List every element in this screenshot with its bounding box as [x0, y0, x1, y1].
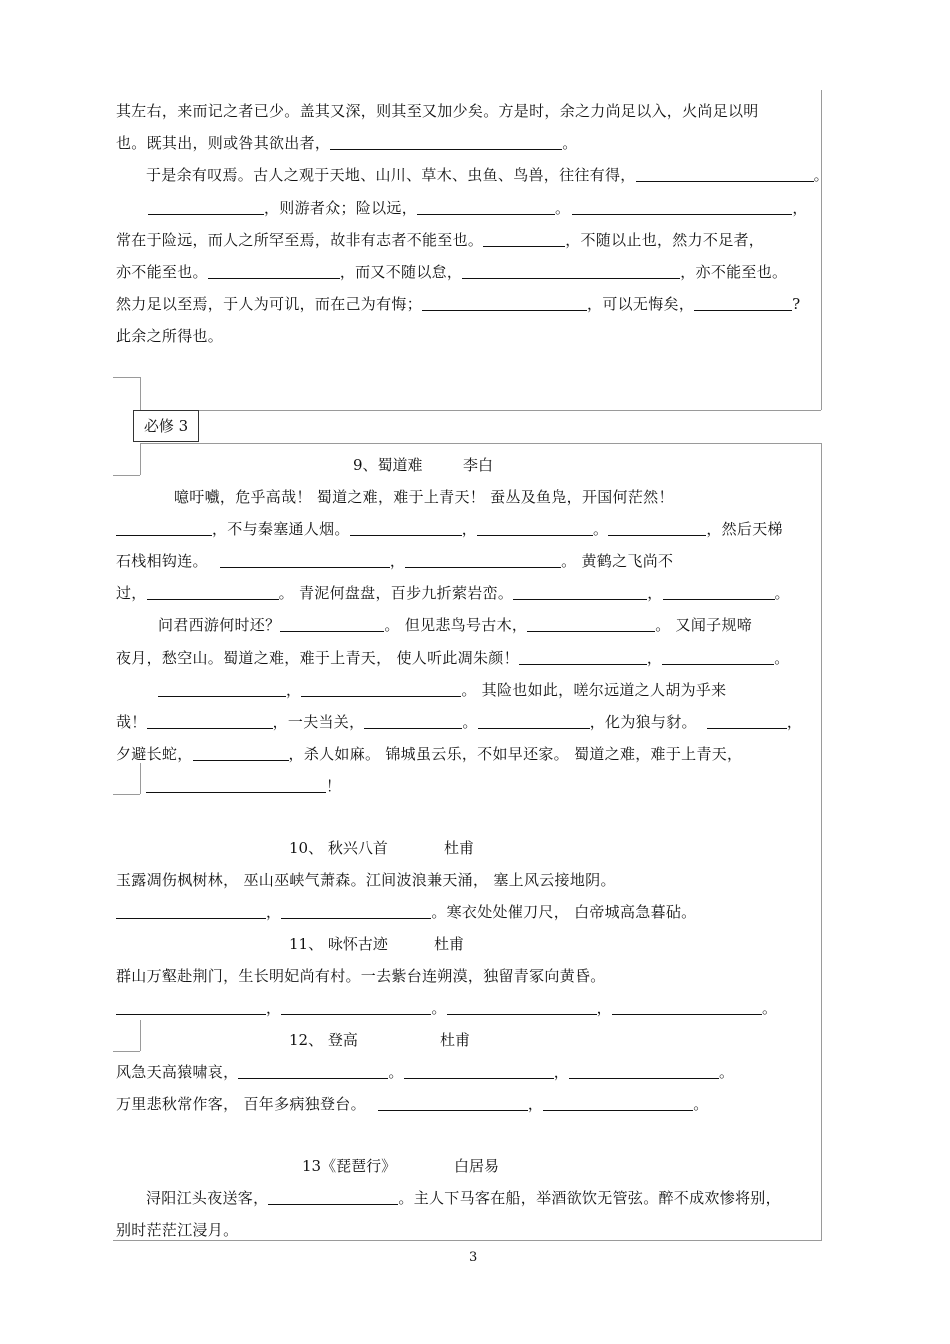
fill-blank[interactable]	[146, 777, 326, 793]
text-line: 哉！ ，一夫当关， 。 ，化为狼与豺。 ，	[116, 713, 803, 731]
poem-title: 10、 秋兴八首	[289, 839, 388, 857]
text-line: ，不与秦塞通人烟。 ， 。 ，然后天梯	[116, 519, 783, 539]
fill-blank[interactable]	[608, 520, 706, 536]
poem-title: 11、 咏怀古迹	[289, 935, 388, 953]
page-number: 3	[469, 1250, 478, 1265]
fill-blank[interactable]	[417, 199, 555, 215]
fill-blank[interactable]	[636, 166, 814, 182]
fill-blank[interactable]	[280, 616, 384, 632]
fill-blank[interactable]	[208, 263, 340, 279]
text-line: 浔阳江头夜送客， 。主人下马客在船，举酒欲饮无管弦。醉不成欢惨将别，	[146, 1189, 781, 1207]
divider	[140, 1020, 141, 1051]
fill-blank[interactable]	[330, 134, 562, 150]
fill-blank[interactable]	[147, 713, 273, 729]
fill-blank[interactable]	[281, 999, 431, 1015]
poem-title: 9、蜀道难	[353, 456, 423, 474]
fill-blank[interactable]	[147, 584, 279, 600]
fill-blank[interactable]	[281, 903, 431, 919]
fill-blank[interactable]	[404, 1063, 554, 1079]
text-line: 其左右，来而记之者已少。盖其又深，则其至又加少矣。方是时，余之力尚足以入，火尚足以明	[116, 102, 759, 120]
text-line: 石栈相钩连。 ， 。 黄鹤之飞尚不	[116, 552, 674, 570]
text-line: ，则游者众；险以远， 。 ，	[148, 198, 808, 218]
fill-blank[interactable]	[268, 1189, 398, 1205]
fill-blank[interactable]	[301, 681, 461, 697]
fill-blank[interactable]	[116, 903, 266, 919]
divider	[113, 794, 140, 795]
fill-blank[interactable]	[543, 1095, 693, 1111]
fill-blank[interactable]	[238, 1063, 388, 1079]
fill-blank[interactable]	[662, 649, 774, 665]
divider	[113, 377, 140, 378]
divider	[140, 763, 141, 794]
fill-blank[interactable]	[477, 520, 593, 536]
poem-title: 13《琵琶行》	[302, 1157, 397, 1175]
text-line: 玉露凋伤枫树林， 巫山巫峡气萧森。江间波浪兼天涌， 塞上风云接地阴。	[116, 871, 616, 889]
text-line: 亦不能至也。 ，而又不随以怠， ，亦不能至也。	[116, 263, 788, 281]
fill-blank[interactable]	[569, 1063, 719, 1079]
text-line: 风急天高猿啸哀， 。 ， 。	[116, 1063, 735, 1081]
divider	[140, 443, 821, 444]
fill-blank[interactable]	[527, 616, 655, 632]
poem-author: 杜甫	[444, 839, 475, 857]
fill-blank[interactable]	[519, 649, 647, 665]
text-line: 过， 。 青泥何盘盘，百步九折萦岩峦。 ， 。	[116, 584, 790, 602]
text-line: 常在于险远，而人之所罕至焉，故非有志者不能至也。 ，不随以止也，然力不足者，	[116, 231, 765, 249]
poem-author: 杜甫	[434, 935, 465, 953]
fill-blank[interactable]	[116, 999, 266, 1015]
divider	[140, 410, 821, 411]
text-line: 夕避长蛇， ，杀人如麻。 锦城虽云乐，不如早还家。 蜀道之难，难于上青天，	[116, 745, 743, 763]
poem-author: 白居易	[454, 1157, 500, 1175]
fill-blank[interactable]	[364, 713, 462, 729]
fill-blank[interactable]	[483, 231, 565, 247]
fill-blank[interactable]	[158, 681, 286, 697]
fill-blank[interactable]	[148, 199, 264, 215]
fill-blank[interactable]	[694, 295, 792, 311]
fill-blank[interactable]	[447, 999, 597, 1015]
fill-blank[interactable]	[350, 520, 462, 536]
fill-blank[interactable]	[572, 199, 792, 215]
text-line: 夜月，愁空山。蜀道之难，难于上青天， 使人听此凋朱颜！ ， 。	[116, 649, 790, 667]
fill-blank[interactable]	[478, 713, 590, 729]
text-line: 噫吁嚱，危乎高哉！ 蜀道之难，难于上青天！ 蚕丛及鱼凫，开国何茫然！	[174, 488, 674, 506]
text-line: 然力足以至焉，于人为可讥，而在己为有悔； ，可以无悔矣， ?	[116, 295, 801, 313]
poem-author: 李白	[463, 456, 494, 474]
text-line: ， 。寒衣处处催刀尺， 白帝城高急暮砧。	[116, 902, 696, 922]
fill-blank[interactable]	[513, 584, 647, 600]
text-line: 此余之所得也。	[116, 327, 224, 345]
text-line: ， 。 ， 。	[116, 998, 777, 1018]
fill-blank[interactable]	[193, 745, 289, 761]
text-line: 于是余有叹焉。古人之观于天地、山川、草木、虫鱼、鸟兽，往往有得， 。	[146, 166, 829, 184]
text-line: 别时茫茫江浸月。	[116, 1221, 239, 1239]
text-line: ， 。 其险也如此，嗟尔远道之人胡为乎来	[158, 680, 726, 700]
text-line: 问君西游何时还？ 。 但见悲鸟号古木， 。 又闻子规啼	[158, 616, 753, 634]
fill-blank[interactable]	[378, 1095, 528, 1111]
text-line: 万里悲秋常作客， 百年多病独登台。 ， 。	[116, 1095, 709, 1113]
poem-author: 杜甫	[440, 1031, 471, 1049]
fill-blank[interactable]	[405, 552, 561, 568]
fill-blank[interactable]	[462, 263, 680, 279]
fill-blank[interactable]	[612, 999, 762, 1015]
fill-blank[interactable]	[116, 520, 212, 536]
fill-blank[interactable]	[220, 552, 390, 568]
fill-blank[interactable]	[422, 295, 587, 311]
divider	[140, 443, 141, 475]
poem-title: 12、 登高	[289, 1031, 358, 1049]
divider	[113, 1051, 140, 1052]
text-line: 群山万壑赴荆门，生长明妃尚有村。一去紫台连朔漠，独留青冢向黄昏。	[116, 967, 606, 985]
fill-blank[interactable]	[663, 584, 775, 600]
text-line: ！	[146, 776, 341, 796]
fill-blank[interactable]	[707, 713, 787, 729]
divider	[113, 475, 140, 476]
text-line: 也。既其出，则或咎其欲出者， 。	[116, 134, 578, 152]
section-tag: 必修 3	[133, 410, 199, 442]
divider	[140, 377, 141, 410]
